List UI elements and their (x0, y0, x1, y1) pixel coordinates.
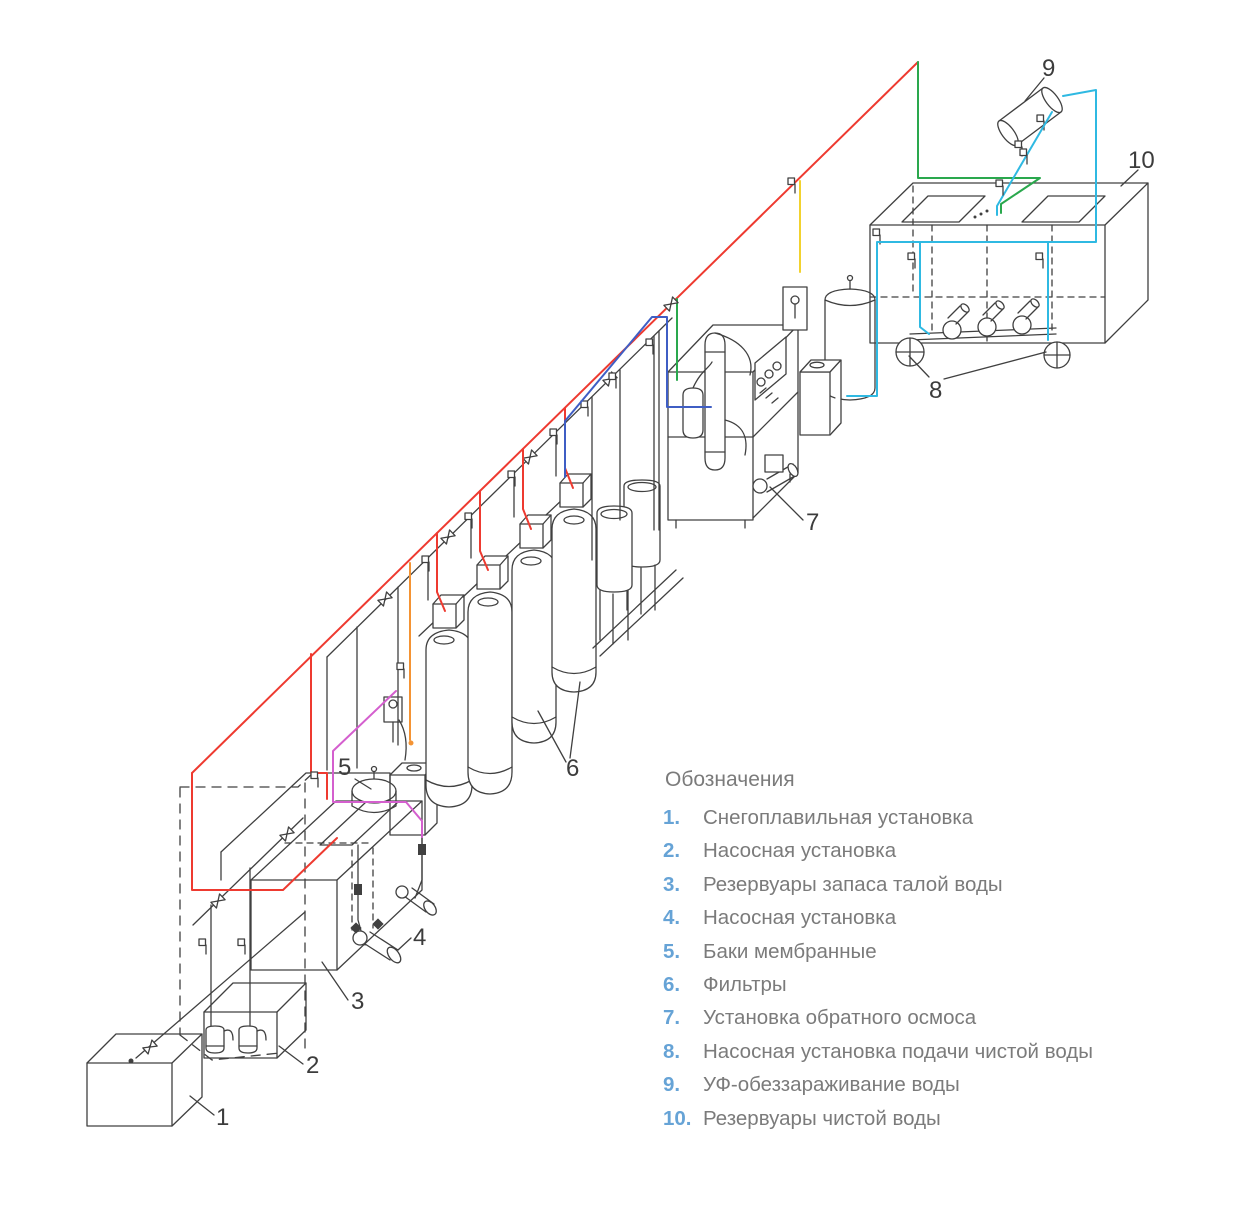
legend-item-label: Снегоплавильная установка (703, 806, 974, 829)
pump-unit-2 (193, 818, 306, 1058)
legend-item-number: 6. (663, 972, 681, 996)
label-2: 2 (306, 1052, 320, 1079)
submersible-pump (206, 1026, 233, 1053)
legend-title: Обозначения (665, 768, 795, 791)
orange-pipe-end (409, 741, 414, 746)
submersible-pump (239, 1026, 266, 1053)
legend-item-label: Установка обратного осмоса (703, 1006, 977, 1030)
legend-item-number: 10. (663, 1106, 692, 1130)
legend-item-label: Баки мембранные (703, 939, 877, 963)
legend-item (663, 973, 1183, 1006)
membrane-tank-group (352, 697, 437, 835)
legend (663, 768, 1183, 1140)
legend-item-number: 5. (663, 939, 681, 963)
legend-item (663, 839, 1183, 872)
snow-melting-unit (87, 912, 305, 1126)
legend-item-label: Резервуары запаса талой воды (703, 872, 1003, 896)
legend-item (663, 806, 1183, 839)
label-3: 3 (351, 988, 365, 1015)
legend-item-number: 1. (663, 806, 681, 829)
legend-item-number: 9. (663, 1073, 681, 1097)
dosing-pump (384, 697, 406, 760)
legend-item-number: 8. (663, 1039, 681, 1063)
pipe-green-to-reservoir (918, 62, 1040, 213)
pipe-permeate-drop-left (920, 242, 929, 334)
legend-item-label: Насосная установка (703, 906, 897, 930)
clean-water-pumps (896, 297, 1070, 368)
clean-water-reservoirs (870, 183, 1148, 343)
legend-item-number: 3. (663, 872, 681, 896)
legend-item-label: Насосная установка (703, 839, 897, 863)
legend-item-number: 2. (663, 839, 681, 863)
label-5: 5 (338, 754, 352, 781)
label-4: 4 (413, 924, 427, 951)
label-9: 9 (1042, 55, 1056, 82)
legend-item-number: 4. (663, 906, 681, 930)
legend-item-number: 7. (663, 1006, 681, 1030)
pipe-valves (311, 149, 1043, 787)
dashed-enclosure (180, 772, 314, 1060)
legend-item (663, 906, 1183, 939)
legend-item-label: Насосная установка подачи чистой воды (703, 1039, 1094, 1063)
pipe-raw-water-left (192, 773, 337, 890)
label-10: 10 (1128, 147, 1155, 174)
label-8: 8 (929, 377, 943, 404)
legend-item (663, 1040, 1183, 1073)
pump-sphere (943, 302, 971, 339)
legend-item (663, 1006, 1183, 1039)
legend-item-label: УФ-обеззараживание воды (703, 1073, 960, 1097)
legend-item (663, 1107, 1183, 1140)
label-7: 7 (806, 509, 820, 536)
legend-item (663, 1073, 1183, 1106)
legend-item (663, 940, 1183, 973)
legend-item (663, 873, 1183, 906)
legend-item-label: Фильтры (703, 972, 787, 996)
label-1: 1 (216, 1104, 230, 1131)
buffer-tank (825, 276, 875, 401)
antiscalant-doser (783, 287, 807, 330)
legend-item-label: Резервуары чистой воды (703, 1106, 941, 1130)
label-6: 6 (566, 755, 580, 782)
reagent-tanks (593, 480, 683, 656)
